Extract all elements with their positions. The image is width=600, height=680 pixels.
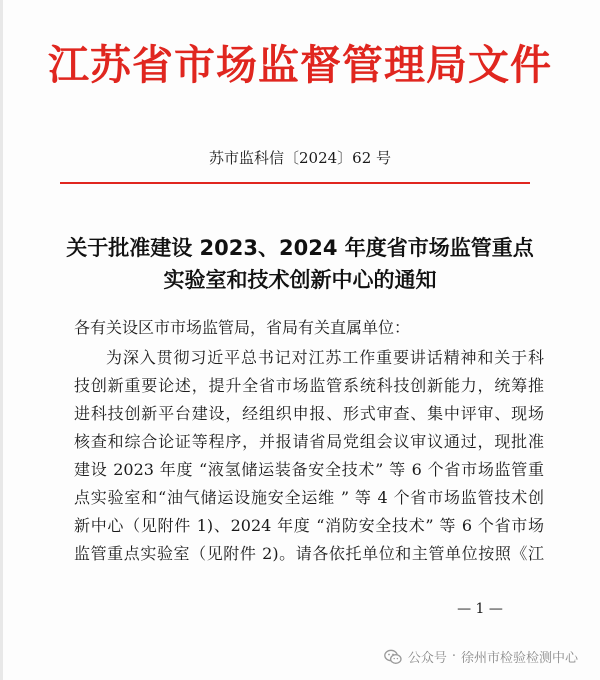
body-line: 点实验室和“油气储运设施安全运维 ” 等 4 个省市场监管技术创 xyxy=(74,488,544,507)
body-line: 为深入贯彻习近平总书记对江苏工作重要讲话精神和关于科 xyxy=(106,348,544,367)
body-line: 新中心（见附件 1)、2024 年度 “消防安全技术” 等 6 个省市场 xyxy=(74,516,544,535)
wechat-watermark xyxy=(384,647,578,666)
body-line: 建设 2023 年度 “液氢储运装备安全技术” 等 6 个省市场监管重 xyxy=(74,460,544,479)
notice-title-line-1: 关于批准建设 2023、2024 年度省市场监管重点 xyxy=(66,236,534,260)
document-number: 苏市监科信〔2024〕62 号 xyxy=(208,149,392,167)
document-header-title: 江苏省市场监督管理局文件 xyxy=(48,41,552,89)
notice-title xyxy=(0,232,600,296)
watermark-account-name: 徐州市检验检测中心 xyxy=(460,651,578,666)
body-text xyxy=(74,344,544,568)
page-number: — 1 — xyxy=(457,601,503,617)
scan-edge xyxy=(0,0,3,680)
body-line: 进科技创新平台建设，经组织申报、形式审查、集中评审、现场 xyxy=(74,404,544,423)
watermark-account-label: 公众号 xyxy=(407,651,447,666)
salutation: 各有关设区市市场监管局，省局有关直属单位： xyxy=(74,318,411,337)
notice-title-line-2: 实验室和技术创新中心的通知 xyxy=(163,268,437,292)
watermark-separator: · xyxy=(451,649,456,664)
body-line: 技创新重要论述，提升全省市场监管系统科技创新能力，统筹推 xyxy=(74,376,544,395)
body-line: 监管重点实验室（见附件 2)。请各依托单位和主管单位按照《江 xyxy=(74,544,544,563)
red-divider-line xyxy=(60,182,530,184)
wechat-icon xyxy=(384,649,402,665)
body-line: 核查和综合论证等程序，并报请省局党组会议审议通过，现批准 xyxy=(74,432,544,451)
